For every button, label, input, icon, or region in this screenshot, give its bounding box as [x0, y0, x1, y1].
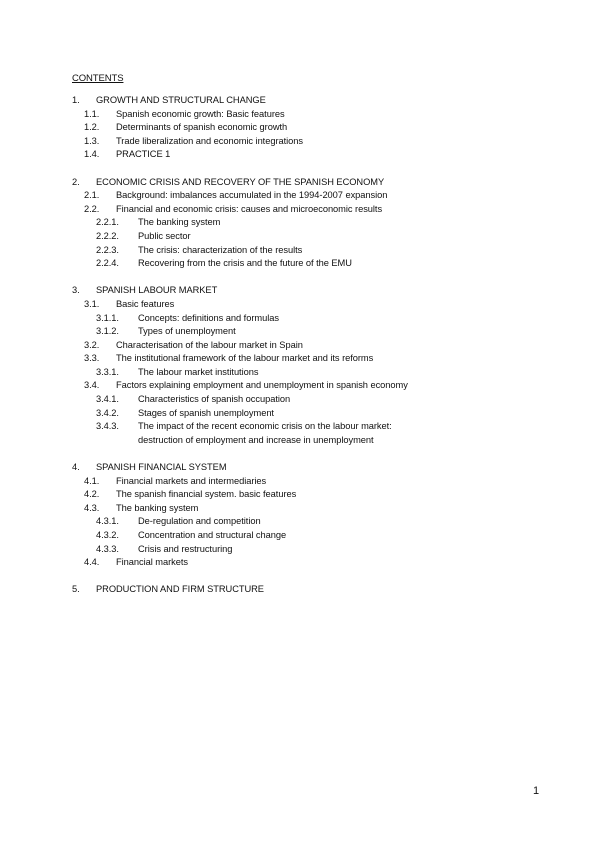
toc-entry-title: Basic features [116, 298, 175, 309]
table-of-contents [0, 94, 600, 611]
toc-subsection [0, 135, 600, 149]
toc-subsection [0, 189, 600, 203]
toc-entry-number: 1. [72, 95, 80, 105]
toc-entry-title: PRODUCTION AND FIRM STRUCTURE [96, 584, 264, 595]
toc-entry-continuation [0, 434, 600, 448]
toc-entry-number: 4.3.2. [96, 530, 119, 540]
toc-entry-number: 2.1. [84, 190, 100, 201]
toc-entry-title: Factors explaining employment and unemployment in spanish economy [116, 380, 408, 391]
toc-subsubsection [0, 366, 600, 380]
toc-section [0, 583, 600, 597]
toc-subsection [0, 488, 600, 502]
toc-subsection [0, 108, 600, 122]
toc-subsection [0, 379, 600, 393]
toc-entry-number: 4.3.1. [96, 516, 119, 527]
toc-entry-title: Types of unemployment [138, 326, 236, 337]
toc-subsubsection [0, 407, 600, 421]
toc-chapter [0, 284, 600, 298]
toc-entry-number: 4.2. [84, 489, 100, 500]
toc-entry-number: 4.3. [84, 502, 100, 513]
toc-entry-title: The spanish financial system. basic features [116, 489, 297, 500]
toc-entry-number: 3.4. [84, 380, 100, 391]
toc-entry-number: 2.2.2. [96, 230, 119, 241]
toc-entry-title: Crisis and restructuring [138, 543, 233, 554]
toc-subsection [0, 121, 600, 135]
toc-entry-number: 2.2.4. [96, 258, 119, 269]
toc-subsubsection [0, 244, 600, 258]
toc-entry-title: SPANISH FINANCIAL SYSTEM [96, 462, 227, 473]
toc-entry-title: GROWTH AND STRUCTURAL CHANGE [96, 95, 266, 105]
contents-heading: CONTENTS [72, 73, 124, 84]
toc-entry-number: 4.1. [84, 475, 100, 486]
toc-entry-number: 3.4.2. [96, 407, 119, 418]
toc-chapter [0, 94, 600, 108]
toc-entry-title: The banking system [138, 217, 221, 228]
toc-subsubsection [0, 325, 600, 339]
toc-entry-number: 4. [72, 462, 80, 473]
toc-entry-number: 3.1. [84, 298, 100, 309]
toc-subsubsection [0, 393, 600, 407]
toc-chapter [0, 176, 600, 190]
toc-subsection [0, 556, 600, 570]
toc-entry-number: 2.2.3. [96, 244, 119, 255]
toc-entry-number: 3. [72, 285, 80, 296]
toc-entry-title: Concepts: definitions and formulas [138, 312, 279, 323]
toc-entry-title: Characteristics of spanish occupation [138, 394, 291, 405]
toc-entry-title: The banking system [116, 502, 199, 513]
toc-section [0, 176, 600, 271]
toc-entry-title: The labour market institutions [138, 366, 259, 377]
toc-entry-title: The crisis: characterization of the results [138, 244, 303, 255]
toc-subsubsection [0, 420, 600, 434]
toc-entry-title: Financial markets and intermediaries [116, 475, 267, 486]
toc-subsection [0, 502, 600, 516]
toc-entry-number: 3.3. [84, 353, 100, 364]
toc-chapter [0, 461, 600, 475]
toc-entry-title: ECONOMIC CRISIS AND RECOVERY OF THE SPANISH ECONOMY [96, 176, 385, 187]
toc-entry-number: 2.2. [84, 203, 100, 214]
toc-entry-number: 3.1.1. [96, 312, 119, 323]
toc-entry-number: 1.2. [84, 122, 100, 133]
toc-entry-number: 3.4.3. [96, 421, 119, 432]
toc-entry-number: 5. [72, 584, 80, 595]
toc-entry-number: 1.3. [84, 135, 100, 146]
toc-entry-number: 3.2. [84, 339, 100, 350]
toc-subsection [0, 475, 600, 489]
toc-entry-title: The impact of the recent economic crisis on the labour market: [138, 421, 392, 432]
toc-subsection [0, 148, 600, 162]
toc-subsubsection [0, 312, 600, 326]
toc-entry-title: Recovering from the crisis and the future of the EMU [138, 258, 352, 269]
toc-entry-number: 3.1.2. [96, 326, 119, 337]
toc-entry-title: Financial and economic crisis: causes and microeconomic results [116, 203, 383, 214]
toc-entry-number: 1.1. [84, 108, 100, 119]
toc-entry-title: SPANISH LABOUR MARKET [96, 285, 218, 296]
toc-entry-title: Characterisation of the labour market in Spain [116, 339, 303, 350]
toc-entry-number: 4.3.3. [96, 543, 119, 554]
toc-entry-title: Trade liberalization and economic integrations [116, 135, 304, 146]
toc-entry-number: 2. [72, 176, 80, 187]
toc-entry-title: Public sector [138, 230, 191, 241]
toc-entry-title: Determinants of spanish economic growth [116, 122, 288, 133]
toc-entry-title: Stages of spanish unemployment [138, 407, 274, 418]
toc-subsection [0, 339, 600, 353]
toc-subsubsection [0, 515, 600, 529]
toc-chapter [0, 583, 600, 597]
toc-entry-title: De-regulation and competition [138, 516, 261, 527]
toc-subsubsection [0, 529, 600, 543]
toc-entry-title: Concentration and structural change [138, 530, 287, 540]
toc-section [0, 284, 600, 447]
toc-subsubsection [0, 257, 600, 271]
toc-entry-number: 4.4. [84, 557, 100, 568]
toc-entry-title-continued: destruction of employment and increase in unemployment [138, 434, 374, 445]
toc-subsection [0, 203, 600, 217]
toc-entry-number: 2.2.1. [96, 217, 119, 228]
toc-entry-number: 1.4. [84, 149, 100, 160]
page-number: 1 [533, 785, 540, 797]
toc-subsubsection [0, 543, 600, 557]
toc-entry-title: The institutional framework of the labour market and its reforms [116, 353, 374, 364]
toc-section [0, 461, 600, 570]
toc-subsection [0, 298, 600, 312]
toc-entry-number: 3.4.1. [96, 394, 119, 405]
toc-subsubsection [0, 230, 600, 244]
toc-section [0, 94, 600, 162]
toc-subsection [0, 352, 600, 366]
toc-entry-title: Financial markets [116, 557, 189, 568]
toc-subsubsection [0, 216, 600, 230]
toc-entry-title: PRACTICE 1 [116, 149, 171, 160]
toc-entry-number: 3.3.1. [96, 366, 119, 377]
toc-entry-title: Background: imbalances accumulated in the 1994-2007 expansion [116, 190, 388, 201]
toc-entry-title: Spanish economic growth: Basic features [116, 108, 285, 119]
